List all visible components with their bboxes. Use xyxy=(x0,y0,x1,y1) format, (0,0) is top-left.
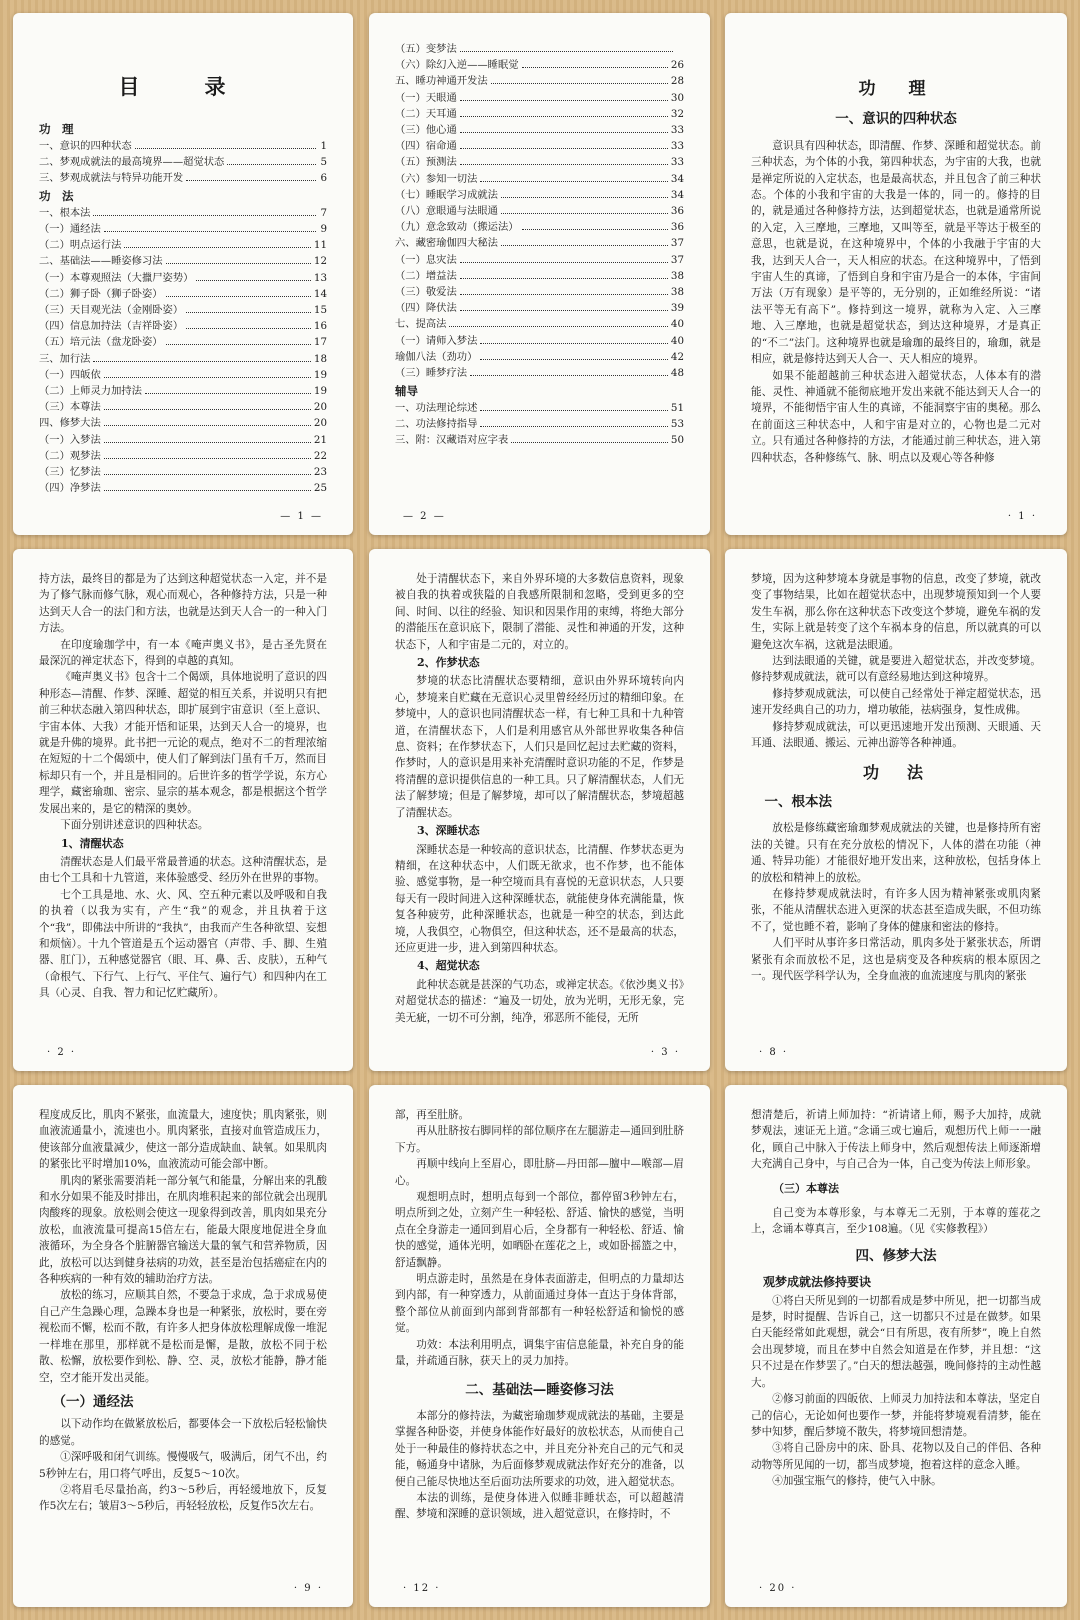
toc-leader-dots xyxy=(501,197,668,198)
page-number: — 2 — xyxy=(403,510,446,522)
paragraph: 清醒状态是人们最平常最普通的状态。这种清醒状态，是由七个工具和十九管道，来体验感受、经历外在世界的事物。 xyxy=(39,855,327,885)
toc-entry xyxy=(395,154,684,170)
paragraph: 持方法，最终目的都是为了达到这种超觉状态一入定，并不是为了修气脉而修气脉，观心而观心，各种修持方法，只是一种达到天人合一的法门和方法，也就是达到天人合一的一种入门方法。 xyxy=(39,573,327,635)
toc-section-heading: 辅导 xyxy=(395,384,418,399)
toc-entry-page: 32 xyxy=(670,107,684,120)
paragraph: 七个工具是地、水、火、风、空五种元素以及呼吸和自我的执着（以我为实有，产生“我”的观念，并且执着于这个“我”，即佛法中所讲的“我执”，由我而产生各种欲望、妄想和烦恼）。十九个管道是五个运动器官（声带、手、脚、生殖器、肛门），五种感觉器官（眼、耳、鼻、舌、皮肤），五种气（命根气、下行气、上行气、平住气、遍行气）和四种内在工具（心灵、自我、智力和记忆贮藏所）。 xyxy=(39,888,327,1000)
toc-entry-page: 9 xyxy=(320,223,327,236)
page-2 xyxy=(13,549,353,1071)
paragraph: 观想明点时，想明点每到一个部位，都停留3秒钟左右，明点所到之处，立刻产生一种轻松、舒适、愉快的感觉，当明点在全身游走一通回到眉心后，全身都有一种轻松、舒适、愉快的感觉，通体光明，如晒卧在莲花之上，或如卧摇篮之中，舒适飘静。 xyxy=(395,1191,684,1269)
toc-entry xyxy=(395,41,684,57)
toc-entry xyxy=(39,237,327,253)
toc-entry xyxy=(395,300,684,316)
toc-entry-title: 四、修梦大法 xyxy=(39,417,101,430)
paragraph: 在修持梦观成就法时，有许多人因为精神紧张或肌肉紧张，不能从清醒状态进入更深的状态甚至造成失眠，不但功练不了，觉也睡不着，影响了身体的健康和密法的修持。 xyxy=(751,887,1041,933)
toc-entry-page: 37 xyxy=(670,253,684,266)
toc-entry-title: （五）培元法（盘龙卧姿） xyxy=(39,336,163,349)
subheading: 3、深睡状态 xyxy=(417,824,480,838)
toc-leader-dots xyxy=(449,326,667,327)
toc-leader-dots xyxy=(460,310,668,311)
toc-entry-title: （六）参知一切法 xyxy=(395,172,478,185)
toc-entry xyxy=(395,57,684,73)
toc-leader-dots xyxy=(93,361,310,362)
toc-entry-title: （四）净梦法 xyxy=(39,482,101,495)
toc-entry xyxy=(39,383,327,399)
subheading: 观梦成就法修持要诀 xyxy=(763,1275,872,1290)
toc-list xyxy=(395,41,684,381)
toc-entry-page: 34 xyxy=(670,172,684,185)
toc-title: 目 录 xyxy=(118,74,248,99)
toc-entry-page: 53 xyxy=(670,417,684,430)
toc-entry xyxy=(395,432,684,448)
paragraph: ①将白天所见到的一切都看成是梦中所见，把一切都当成是梦，时时提醒、告诉自己，这一切都只不过是在做梦。如果白天能经常如此观想，就会“日有所思，夜有所梦”，晚上自然会出现梦境，而且在梦中自然会知道是在作梦，并且想：“这只不过是在作梦罢了。”白天的想法越强，晚间修持的主动性越大。 xyxy=(751,1294,1041,1389)
toc-entry-title: （一）请师入梦法 xyxy=(395,334,478,347)
toc-entry-title: （三）睡梦疗法 xyxy=(395,367,468,380)
paragraph: 肌肉的紧张需要消耗一部分氧气和能量，分解出来的乳酸和水分如果不能及时排出，在肌肉堆积起来的部位就会出现肌肉酸疼的现象。放松则会使这一现象得到改善，肌肉如果充分放松，血液流量可提高15倍左右，能最大限度地促进全身血液循环，为全身各个脏腑器官输送大量的氧气和营养物质，因此，放松可以达到健身祛病的功效，甚至是治包括癌症在内的各种疾病的一种有效的辅助治疗方法。 xyxy=(39,1174,327,1286)
toc-entry xyxy=(39,480,327,496)
subheading: （三）本尊法 xyxy=(773,1181,839,1195)
toc-entry-title: 一、功法理论综述 xyxy=(395,401,478,414)
toc-leader-dots xyxy=(166,263,311,264)
toc-entry xyxy=(395,365,684,381)
toc-leader-dots xyxy=(480,426,668,427)
toc-entry xyxy=(395,252,684,268)
toc-leader-dots xyxy=(460,132,668,133)
toc-entry-title: 三、加行法 xyxy=(39,352,91,365)
paragraph: ②将眉毛尽量抬高，约3～5秒后，再轻缓地放下，反复作5次左右；皱眉3～5秒后，再轻轻放松，反复作5次左右。 xyxy=(39,1483,327,1513)
paragraph: 修持梦观成就法，可以更迅速地开发出预测、天眼通、天耳通、法眼通、搬运、元神出游等各种神通。 xyxy=(751,720,1041,750)
toc-entry-page: 11 xyxy=(313,239,327,252)
toc-entry-page: 33 xyxy=(670,124,684,137)
page-number: — 1 — xyxy=(280,510,323,522)
toc-entry-page: 38 xyxy=(670,269,684,282)
toc-list xyxy=(39,138,327,187)
paragraph: 想清楚后，祈请上师加持：“祈请诸上师，赐予大加持，成就梦观法，速证无上道。”念诵三或七遍后，观想历代上师一一融化，顾自己中脉入于传法上师身中，然后观想传法上师逐渐增大充满自己身中，与自己合为一体，自己变为传法上师形象。 xyxy=(751,1109,1041,1171)
toc-entry xyxy=(39,415,327,431)
toc-leader-dots xyxy=(522,67,668,68)
toc-entry-page: 28 xyxy=(670,75,684,88)
section-title: 二、基础法—睡姿修习法 xyxy=(465,1381,614,1398)
toc-entry xyxy=(39,464,327,480)
toc-entry xyxy=(39,318,327,334)
toc-entry-title: （七）睡眠学习成就法 xyxy=(395,188,498,201)
toc-leader-dots xyxy=(460,116,668,117)
toc-entry xyxy=(395,349,684,365)
toc-entry-title: （六）除幻入逆——睡眠觉 xyxy=(395,59,519,72)
toc-entry-title: （一）本尊观照法（大擸尸姿势） xyxy=(39,271,194,284)
toc-entry-page: 39 xyxy=(670,302,684,315)
page-20 xyxy=(725,1085,1067,1607)
section-title: 一、根本法 xyxy=(764,793,832,810)
toc-entry xyxy=(395,171,684,187)
toc-entry-page: 1 xyxy=(320,139,327,152)
toc-entry-title: 五、睡功神通开发法 xyxy=(395,75,488,88)
toc-entry-title: （八）意眼通与法眼通 xyxy=(395,205,498,218)
toc-entry-title: （二）天耳通 xyxy=(395,107,457,120)
toc-entry xyxy=(395,400,684,416)
toc-entry xyxy=(39,432,327,448)
paragraph: ③将自己卧房中的床、卧具、花物以及自己的伴侣、各种动物等所见闻的一切，都当成梦境，抱着这样的意念入睡。 xyxy=(751,1442,1041,1471)
toc-entry-page: 51 xyxy=(670,401,684,414)
paragraph: 此种状态就是甚深的气功态，或禅定状态。《依沙奥义书》对超觉状态的描述：“遍及一切处，放为光明，无形无象，完美无疵，一切不可分割，纯净，邪恶所不能侵，无所 xyxy=(395,978,684,1024)
subheading: 1、清醒状态 xyxy=(61,836,124,850)
paragraph: 人们平时从事许多日常活动，肌肉多处于紧张状态，所谓紧张有余而放松不足，这也是病变及各种疾病的根本原因之一。现代医学科学认为，全身血液的血流速度与肌肉的紧张 xyxy=(751,937,1041,982)
paragraph: ②修习前面的四皈依、上师灵力加持法和本尊法，坚定自己的信心，无论如何也要作一梦，并能将梦境观看清梦，能在梦中知梦，醒后梦境不散失，将梦境回想清楚。 xyxy=(751,1393,1041,1438)
toc-entry-page: 33 xyxy=(670,140,684,153)
subheading: 2、作梦状态 xyxy=(417,656,480,670)
paragraph: 部，再至肚脐。 xyxy=(395,1109,470,1121)
paragraph: 梦境的状态比清醒状态要精细，意识由外界环境转向内心，梦境来自贮藏在无意识心灵里曾经经历过的精细印象。在梦境中，人的意识也同清醒状态一样，有七种工具和十九种管道，在清醒状态下，人们是利用感官从外部世界收集各种信息、资料；在作梦状态下，人们只是回忆起过去贮藏的资料，作梦时，人的意识是用来补充清醒时意识功能的不足，作梦是将清醒的意识提供信息的一种工具。只了解清醒状态，人们无法了解梦境；但是了解梦境，却可以了解清醒状态，梦境超越了清醒状态。 xyxy=(395,675,684,819)
toc-entry-page: 38 xyxy=(670,286,684,299)
toc-leader-dots xyxy=(480,359,668,360)
toc-leader-dots xyxy=(480,410,668,411)
page-number: · 1 · xyxy=(1007,510,1037,522)
toc-entry xyxy=(395,138,684,154)
toc-entry-title: 一、意识的四种状态 xyxy=(39,139,132,152)
toc-entry-page: 36 xyxy=(670,205,684,218)
paragraph: 下面分别讲述意识的四种状态。 xyxy=(60,819,209,832)
toc-entry xyxy=(395,122,684,138)
paragraph: 深睡状态是一种较高的意识状态，比清醒、作梦状态更为精细，在这种状态中，人们既无欲求，也不作梦，也不能体验、感觉事物，是一种空境而具有喜悦的无意识状态，人只要每天有一段时间进入这种深睡状态，就能使身体充满能量，恢复各种疲劳，此种深睡状态，也就是一种空的状态，到达此境，人我俱空，心物俱空，但这种状态，还不是最高的状态，还应更进一步，进入到第四种状态。 xyxy=(395,843,684,954)
toc-entry-title: （二）上师灵力加持法 xyxy=(39,385,142,398)
page-number: · 8 · xyxy=(759,1046,789,1058)
paragraph: 本部分的修持法，为藏密瑜珈梦观成就法的基础，主要是掌握各种卧姿，并使身体能作好最好的放松状态，从而使自己处于一种最佳的修持状态之中，并且充分补充自己的元气和灵能，畅通身中诸脉，为后面修梦观成就法作好充分的准备，以便自己能尽快地达至后面功法所要求的功效，进入超觉状态。 xyxy=(395,1409,684,1488)
toc-entry xyxy=(395,284,684,300)
toc-entry-page: 7 xyxy=(320,206,327,219)
toc-entry-title: （二）增益法 xyxy=(395,269,457,282)
toc-entry xyxy=(39,205,327,221)
toc-leader-dots xyxy=(104,409,311,410)
toc-entry-page: 19 xyxy=(313,385,327,398)
section-title: （一）通经法 xyxy=(52,1393,134,1410)
section-title: 一、意识的四种状态 xyxy=(835,111,957,128)
toc-entry-title: 三、梦观成就法与特异功能开发 xyxy=(39,172,184,185)
page-1 xyxy=(725,13,1067,535)
toc-entry-title: 一、根本法 xyxy=(39,206,91,219)
toc-leader-dots xyxy=(480,181,668,182)
toc-entry-page: 20 xyxy=(313,417,327,430)
toc-leader-dots xyxy=(511,442,668,443)
paragraph: 本法的训练，是使身体进入似睡非睡状态，可以超越清醒、梦境和深睡的意识领域，进入超觉意识，在修持时，不 xyxy=(395,1491,684,1521)
toc-entry-page: 26 xyxy=(670,59,684,72)
toc-leader-dots xyxy=(186,180,316,181)
toc-leader-dots xyxy=(104,442,311,443)
toc-leader-dots xyxy=(470,375,668,376)
toc-leader-dots xyxy=(491,83,668,84)
toc-leader-dots xyxy=(501,245,668,246)
toc-entry-title: 六、藏密瑜伽四大秘法 xyxy=(395,237,498,250)
toc-leader-dots xyxy=(145,393,311,394)
toc-entry-page: 22 xyxy=(313,449,327,462)
paragraph: 明点游走时，虽然是在身体表面游走，但明点的力量却达到内部，有一种穿透力，从前面通过身体一直达于身体背部，整个部位从前面到内部到背部都有一种轻松舒适和愉悦的感觉。 xyxy=(395,1273,684,1335)
toc-leader-dots xyxy=(501,213,668,214)
toc-entry xyxy=(39,170,327,186)
toc-entry-title: 三、附：汉藏语对应字表 xyxy=(395,434,509,447)
toc-entry xyxy=(39,367,327,383)
toc-entry-page: 30 xyxy=(670,91,684,104)
paragraph: ①深呼吸和闭气训练。慢慢吸气，吸满后，闭气不出，约5秒钟左右，用口将气呼出，反复5～10次。 xyxy=(39,1451,327,1480)
toc-entry xyxy=(39,286,327,302)
toc-leader-dots xyxy=(104,377,311,378)
page-number: · 3 · xyxy=(650,1046,680,1058)
paragraph: 放松是修练藏密瑜珈梦观成就法的关键，也是修持所有密法的关键。只有在充分放松的情况下，人体的潜在功能（神通、特异功能）才能很好地开发出来，这种放松，包括身体上的放松和精神上的放松。 xyxy=(751,822,1041,884)
toc-entry-title: （三）忆梦法 xyxy=(39,466,101,479)
paragraph: 梦境，因为这种梦境本身就是事物的信息，改变了梦境，就改变了事物结果，比如在超觉状态中，出现梦境预知到一个人要发生车祸，那么你在这种状态下改变这个梦境，避免车祸的发生，实际上就是转变了这个车祸本身的信息，所以就真的可以避免这次车祸，这就是法眼通。 xyxy=(751,573,1041,651)
toc-leader-dots xyxy=(104,474,311,475)
toc-leader-dots xyxy=(460,262,668,263)
toc-entry-title: （一）入梦法 xyxy=(39,433,101,446)
toc-entry xyxy=(39,302,327,318)
toc-leader-dots xyxy=(460,100,668,101)
page-toc-2 xyxy=(369,13,710,535)
toc-section-heading: 功 法 xyxy=(39,189,74,204)
toc-leader-dots xyxy=(104,458,311,459)
toc-entry-page: 40 xyxy=(670,318,684,331)
toc-entry xyxy=(39,138,327,154)
toc-leader-dots xyxy=(166,296,311,297)
paragraph: 达到法眼通的关键，就是要进入超觉状态，并改变梦境。修持梦观成就法，就可以有意经易地达到这种境界。 xyxy=(751,655,1041,684)
section-title: 四、修梦大法 xyxy=(855,1247,937,1264)
page-12 xyxy=(369,1085,710,1607)
toc-leader-dots xyxy=(460,294,668,295)
paragraph: ④加强宝瓶气的修持，使气入中脉。 xyxy=(772,1475,942,1488)
toc-entry-page: 5 xyxy=(320,156,327,169)
toc-entry-page: 36 xyxy=(670,221,684,234)
toc-leader-dots xyxy=(227,164,316,165)
paragraph: 程度成反比，肌肉不紧张，血流量大，速度快；肌肉紧张，则血液流通量小，流速也小。肌肉紧张，直接对血管造成压力，使该部分血液量减少，使这一部分造成缺血、缺氧。如果肌肉的紧张比平时增加10%，血液流动可能会部中断。 xyxy=(39,1109,327,1171)
toc-entry-page: 15 xyxy=(313,304,327,317)
toc-entry-title: （二）明点运行法 xyxy=(39,239,122,252)
paragraph: 《唵声奥义书》包含十二个偈颂，具体地说明了意识的四种形态—清醒、作梦、深睡、超觉的相互关系，并说明只有把前三种状态融入第四种状态，即扩展到宇宙意识（至上意识、宇宙本体、大我）才能开悟和证果，达到天人合一的境界，也就是升佛的境界。此书把一元论的观点，绝对不二的哲理浓缩在短短的十二个偈颂中，使人们了解到法门虽有千万，然而目标却只有一个，并且是相同的。后世许多的哲学学说，东方心理学，藏密瑜珈、密宗、显宗的基本观念，都是根据这个哲学发展出来的，是它的精深的奥妙。 xyxy=(39,671,327,815)
toc-entry-title: 七、提高法 xyxy=(395,318,447,331)
toc-leader-dots xyxy=(460,148,668,149)
toc-leader-dots xyxy=(104,425,311,426)
toc-entry xyxy=(395,235,684,251)
toc-list xyxy=(395,400,684,449)
toc-entry-title: （四）信息加持法（吉祥卧姿） xyxy=(39,320,184,333)
toc-entry-title: 二、梦观成就法的最高境界——超觉状态 xyxy=(39,156,225,169)
toc-entry xyxy=(395,106,684,122)
toc-entry xyxy=(39,448,327,464)
toc-leader-dots xyxy=(460,164,668,165)
toc-entry-title: 二、功法修持指导 xyxy=(395,417,478,430)
toc-entry xyxy=(39,253,327,269)
paragraph: 意识具有四种状态，即清醒、作梦、深睡和超觉状态。前三种状态，为个体的小我，第四种状态，为宇宙的大我，也就是禅定所说的入定状态，也是最高状态，并且包含了前三种状态。个体的小我和宇宙的大我是一体的，同一的。修持的目的，就是通过各种修持方法，达到超觉状态，也就是通常所说的入定，入三摩地，三摩地，又叫等至，就是平等达于极至的意思，也就是说，在这种境界中，个体的小我融于宇宙的大我，达到天人合一，天人相应的状态。在这种境界中，了悟到宇宙人生的真谛，了悟到自身和宇宙乃是合一的本体，宇宙间万法（万有现象）是平等的，无分别的，正如维经所说：“诸法平等无有高下”。修持到这一境界，就称为入定、入三摩地、入三摩地，也就是超觉状态，到达这种境界，才是真正的“不二”法门。这种境界也就是瑜珈的最终目的，瑜珈，就是相应，就是修持达到天人合一、天人相应的境界。 xyxy=(751,139,1041,366)
toc-leader-dots xyxy=(186,328,311,329)
page-number: · 9 · xyxy=(293,1582,323,1594)
toc-entry-title: （二）狮子卧（狮子卧姿） xyxy=(39,287,163,300)
toc-entry xyxy=(39,399,327,415)
toc-entry-page: 12 xyxy=(313,255,327,268)
toc-leader-dots xyxy=(166,344,311,345)
toc-entry xyxy=(395,203,684,219)
page-8 xyxy=(725,549,1067,1071)
paragraph: 以下动作均在做紧放松后，都要体会一下放松后轻松愉快的感觉。 xyxy=(39,1418,327,1447)
toc-entry xyxy=(395,333,684,349)
toc-entry-page: 19 xyxy=(313,368,327,381)
toc-entry-title: （三）敬爱法 xyxy=(395,286,457,299)
toc-entry-page: 25 xyxy=(313,482,327,495)
toc-leader-dots xyxy=(93,215,316,216)
toc-entry-title: （五）变梦法 xyxy=(395,43,457,55)
toc-entry-page: 37 xyxy=(670,237,684,250)
paragraph: 修持梦观成就法，可以使自己经常处于禅定超觉状态，迅速开发经典自己的功力，增功敏能，祛病强身，复性成佛。 xyxy=(751,687,1041,717)
toc-leader-dots xyxy=(186,312,311,313)
paragraph: 再从肚脐按右脚同样的部位顺序在左腿游走—通回到肚脐下方。 xyxy=(395,1125,684,1154)
toc-entry-title: （一）四皈依 xyxy=(39,368,101,381)
toc-leader-dots xyxy=(104,231,316,232)
toc-entry-title: （一）息灾法 xyxy=(395,253,457,266)
toc-entry xyxy=(39,221,327,237)
toc-entry xyxy=(39,351,327,367)
toc-entry xyxy=(395,219,684,235)
paragraph: 自己变为本尊形象，与本尊无二无别，于本尊的莲花之上，念诵本尊真言，至少108遍。（见《实修教程》） xyxy=(751,1207,1041,1236)
paragraph: 再顺中线向上至眉心，即肚脐—丹田部—膻中—喉部—眉心。 xyxy=(395,1158,684,1187)
toc-entry-page: 33 xyxy=(670,156,684,169)
toc-leader-dots xyxy=(460,51,673,52)
toc-entry-page: 18 xyxy=(313,352,327,365)
chapter-title: 功 法 xyxy=(862,763,929,783)
paragraph: 功效：本法利用明点，调集宇宙信息能量，补充自身的能量，并疏通百脉，获天上的灵力加持。 xyxy=(395,1338,684,1368)
toc-entry-title: （九）意念致动（搬运法） xyxy=(395,221,519,234)
page-number: · 2 · xyxy=(47,1046,77,1058)
toc-entry xyxy=(39,334,327,350)
toc-entry-page: 23 xyxy=(313,466,327,479)
toc-entry-page: 17 xyxy=(313,336,327,349)
toc-entry-page: 34 xyxy=(670,188,684,201)
toc-entry xyxy=(395,416,684,432)
page-number: · 20 · xyxy=(759,1582,797,1594)
toc-entry xyxy=(395,316,684,332)
toc-entry xyxy=(39,270,327,286)
toc-entry-page: 42 xyxy=(670,350,684,363)
toc-entry-page: 40 xyxy=(670,334,684,347)
toc-entry-title: 二、基础法——睡姿修习法 xyxy=(39,255,163,268)
chapter-title: 功 理 xyxy=(858,79,934,99)
page-number: · 12 · xyxy=(403,1582,441,1594)
toc-leader-dots xyxy=(196,280,310,281)
toc-entry-page: 48 xyxy=(670,367,684,380)
toc-entry-page: 20 xyxy=(313,401,327,414)
toc-entry xyxy=(395,73,684,89)
toc-entry xyxy=(395,187,684,203)
toc-entry-page: 50 xyxy=(670,434,684,447)
paragraph: 如果不能超越前三种状态进入超觉状态，人体本有的潜能、灵性、神通就不能彻底地开发出来就不能达到天人合一的境界，不能彻悟宇宙人生的真谛，不能洞察宇宙的奥秘。那么在前面这三种状态中，人和宇宙是对立的，心物也是二元对立。只有通过各种修持的方法，才能通过前三种状态，进入第四种状态，各种修练气、脉、明点以及观心等各种修 xyxy=(751,369,1041,464)
toc-leader-dots xyxy=(522,229,668,230)
subheading: 4、超觉状态 xyxy=(417,959,480,973)
toc-entry-title: （一）天眼通 xyxy=(395,91,457,104)
toc-section-heading: 功 理 xyxy=(39,122,74,137)
toc-entry-title: （四）降伏法 xyxy=(395,302,457,315)
toc-entry xyxy=(39,154,327,170)
toc-entry-title: （四）宿命通 xyxy=(395,140,457,153)
page-toc-1 xyxy=(13,13,353,535)
toc-leader-dots xyxy=(124,247,311,248)
toc-leader-dots xyxy=(104,490,311,491)
toc-entry xyxy=(395,90,684,106)
toc-entry-title: （五）预测法 xyxy=(395,156,457,169)
page-3 xyxy=(369,549,710,1071)
toc-entry-page: 16 xyxy=(313,320,327,333)
toc-entry-page: 14 xyxy=(313,287,327,300)
page-9 xyxy=(13,1085,353,1607)
toc-entry-title: （一）通经法 xyxy=(39,223,101,236)
toc-entry-title: 瑜伽八法（劲功） xyxy=(395,350,478,363)
paragraph: 放松的练习，应顺其自然，不要急于求成，急于求成易使自己产生急躁心理，急躁本身也是一种紧张，放松时，要在旁视松而不懈，松而不散，有许多人把身体放松理解成像一堆泥一样堆在那里，那样就不是松而是懈，是散，放松不同于松散、松懈，放松要作到松、静、空、灵，放松才能静，静才能空，空才能开发出灵能。 xyxy=(39,1289,327,1384)
toc-entry-page: 6 xyxy=(320,172,327,185)
toc-entry-title: （三）他心通 xyxy=(395,124,457,137)
toc-list xyxy=(39,205,327,497)
paragraph: 在印度瑜珈学中，有一本《唵声奥义书》，是古圣先贤在最深沉的禅定状态下，得到的卓越的真知。 xyxy=(39,638,327,668)
toc-entry-page: 21 xyxy=(313,433,327,446)
toc-leader-dots xyxy=(460,278,668,279)
toc-entry-page: 13 xyxy=(313,271,327,284)
toc-leader-dots xyxy=(480,343,668,344)
toc-entry-title: （二）观梦法 xyxy=(39,449,101,462)
toc-entry-title: （三）本尊法 xyxy=(39,401,101,414)
toc-leader-dots xyxy=(135,148,316,149)
toc-entry xyxy=(395,268,684,284)
toc-entry-title: （三）天目观光法（金刚卧姿） xyxy=(39,304,184,317)
paragraph: 处于清醒状态下，来自外界环境的大多数信息资料，现象被自我的执着或狭隘的自我感所限制和忽略，受到更多的空间、时间、以往的经验、知识和因果作用的束缚，将绝大部分的潜能压在意识底下，限制了潜能、灵性和神通的开发，这种状态下，人和宇宙是二元的，对立的。 xyxy=(395,573,684,651)
